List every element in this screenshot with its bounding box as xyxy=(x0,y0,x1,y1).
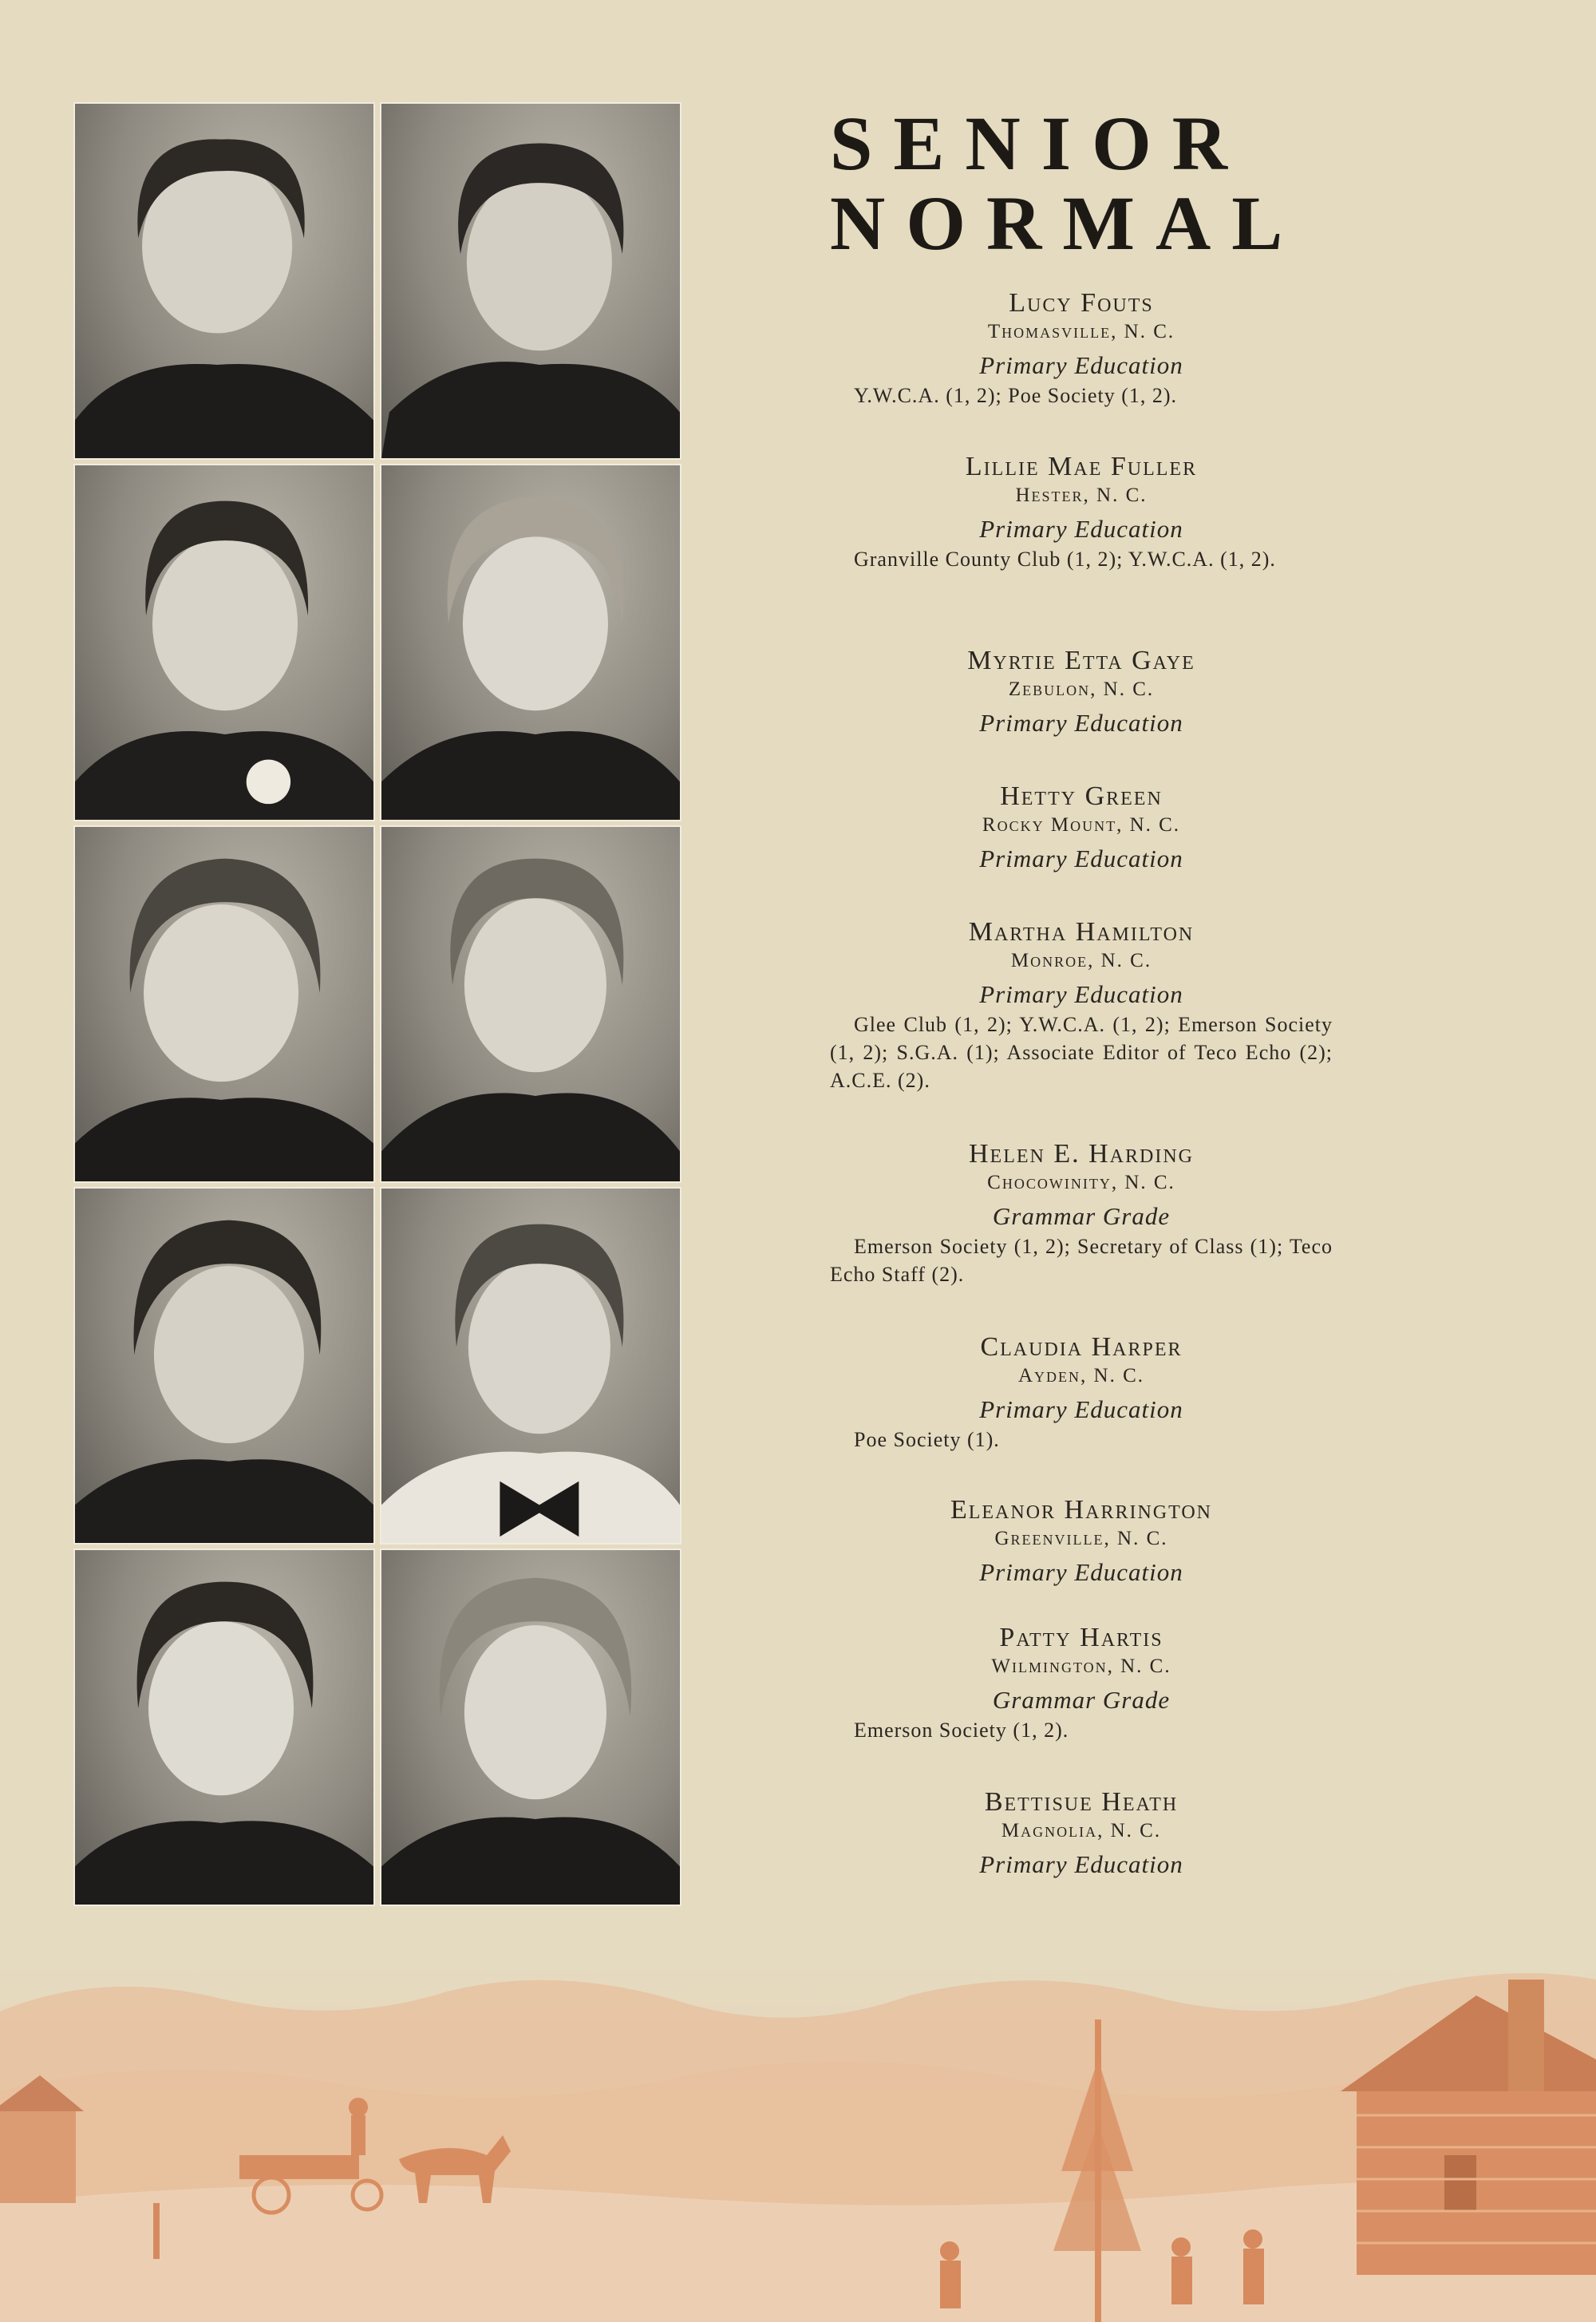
student-town: Greenville, N. C. xyxy=(994,1528,1168,1549)
student-town: Monroe, N. C. xyxy=(1010,950,1152,971)
student-course: Primary Education xyxy=(979,709,1183,737)
page-heading xyxy=(830,101,1341,266)
student-town: Magnolia, N. C. xyxy=(1001,1820,1162,1841)
student-name: Hetty Green xyxy=(1000,781,1163,811)
portrait-photo xyxy=(380,464,681,821)
student-name: Myrtie Etta Gaye xyxy=(967,646,1195,675)
portrait-grid xyxy=(73,102,688,1908)
student-entry xyxy=(830,1138,1333,1288)
student-course: Primary Education xyxy=(979,1395,1183,1423)
student-activities: Poe Society (1). xyxy=(854,1428,1000,1451)
student-town: Chocowinity, N. C. xyxy=(987,1172,1175,1193)
student-town: Rocky Mount, N. C. xyxy=(982,814,1181,836)
student-entry xyxy=(830,916,1333,1094)
student-activities: Glee Club (1, 2); Y.W.C.A. (1, 2); Emerson Society (1, 2); S.G.A. (1); Associate Editor of Teco Echo (2); A.C.E. (2). xyxy=(830,1013,1333,1092)
student-course: Primary Education xyxy=(979,515,1183,543)
student-name: Lillie Mae Fuller xyxy=(965,452,1198,481)
student-entry xyxy=(830,1494,1333,1588)
student-name: Helen E. Harding xyxy=(968,1139,1195,1169)
student-name: Patty Hartis xyxy=(999,1623,1163,1652)
heading-line-1: SENIOR xyxy=(830,101,1249,186)
student-town: Thomasville, N. C. xyxy=(987,321,1175,342)
student-course: Grammar Grade xyxy=(992,1686,1171,1714)
portrait-photo xyxy=(73,464,375,821)
portrait-photo xyxy=(380,1187,681,1545)
student-entry xyxy=(830,1331,1333,1454)
student-activities: Emerson Society (1, 2); Secretary of Class (1); Teco Echo Staff (2). xyxy=(830,1235,1333,1286)
landscape-illustration xyxy=(0,1964,1596,2322)
student-name: Bettisue Heath xyxy=(984,1787,1179,1817)
student-name: Martha Hamilton xyxy=(968,917,1195,947)
portrait-photo xyxy=(380,102,681,460)
student-entry xyxy=(830,1786,1333,1881)
portrait-photo xyxy=(380,825,681,1183)
student-activities: Granville County Club (1, 2); Y.W.C.A. (1, 2). xyxy=(854,548,1276,571)
portrait-photo xyxy=(73,825,375,1183)
student-name: Eleanor Harrington xyxy=(950,1495,1213,1525)
student-entry xyxy=(830,451,1333,573)
student-course: Grammar Grade xyxy=(992,1202,1171,1230)
student-activities: Y.W.C.A. (1, 2); Poe Society (1, 2). xyxy=(854,384,1178,407)
student-town: Ayden, N. C. xyxy=(1017,1365,1145,1386)
portrait-photo xyxy=(73,102,375,460)
portrait-photo xyxy=(380,1549,681,1906)
student-entry xyxy=(830,287,1333,409)
portrait-photo xyxy=(73,1187,375,1545)
student-entry xyxy=(830,1622,1333,1744)
portrait-photo xyxy=(73,1549,375,1906)
student-course: Primary Education xyxy=(979,1850,1183,1878)
student-town: Hester, N. C. xyxy=(1015,485,1148,506)
student-name: Claudia Harper xyxy=(980,1332,1183,1362)
student-town: Zebulon, N. C. xyxy=(1008,678,1155,700)
student-town: Wilmington, N. C. xyxy=(991,1655,1171,1677)
student-entry xyxy=(830,781,1333,875)
student-course: Primary Education xyxy=(979,351,1183,379)
student-course: Primary Education xyxy=(979,1558,1183,1586)
student-course: Primary Education xyxy=(979,980,1183,1008)
student-name: Lucy Fouts xyxy=(1009,288,1154,318)
heading-line-2: NORMAL xyxy=(830,180,1304,266)
student-activities: Emerson Society (1, 2). xyxy=(854,1719,1069,1742)
student-course: Primary Education xyxy=(979,845,1183,872)
student-entry xyxy=(830,645,1333,739)
